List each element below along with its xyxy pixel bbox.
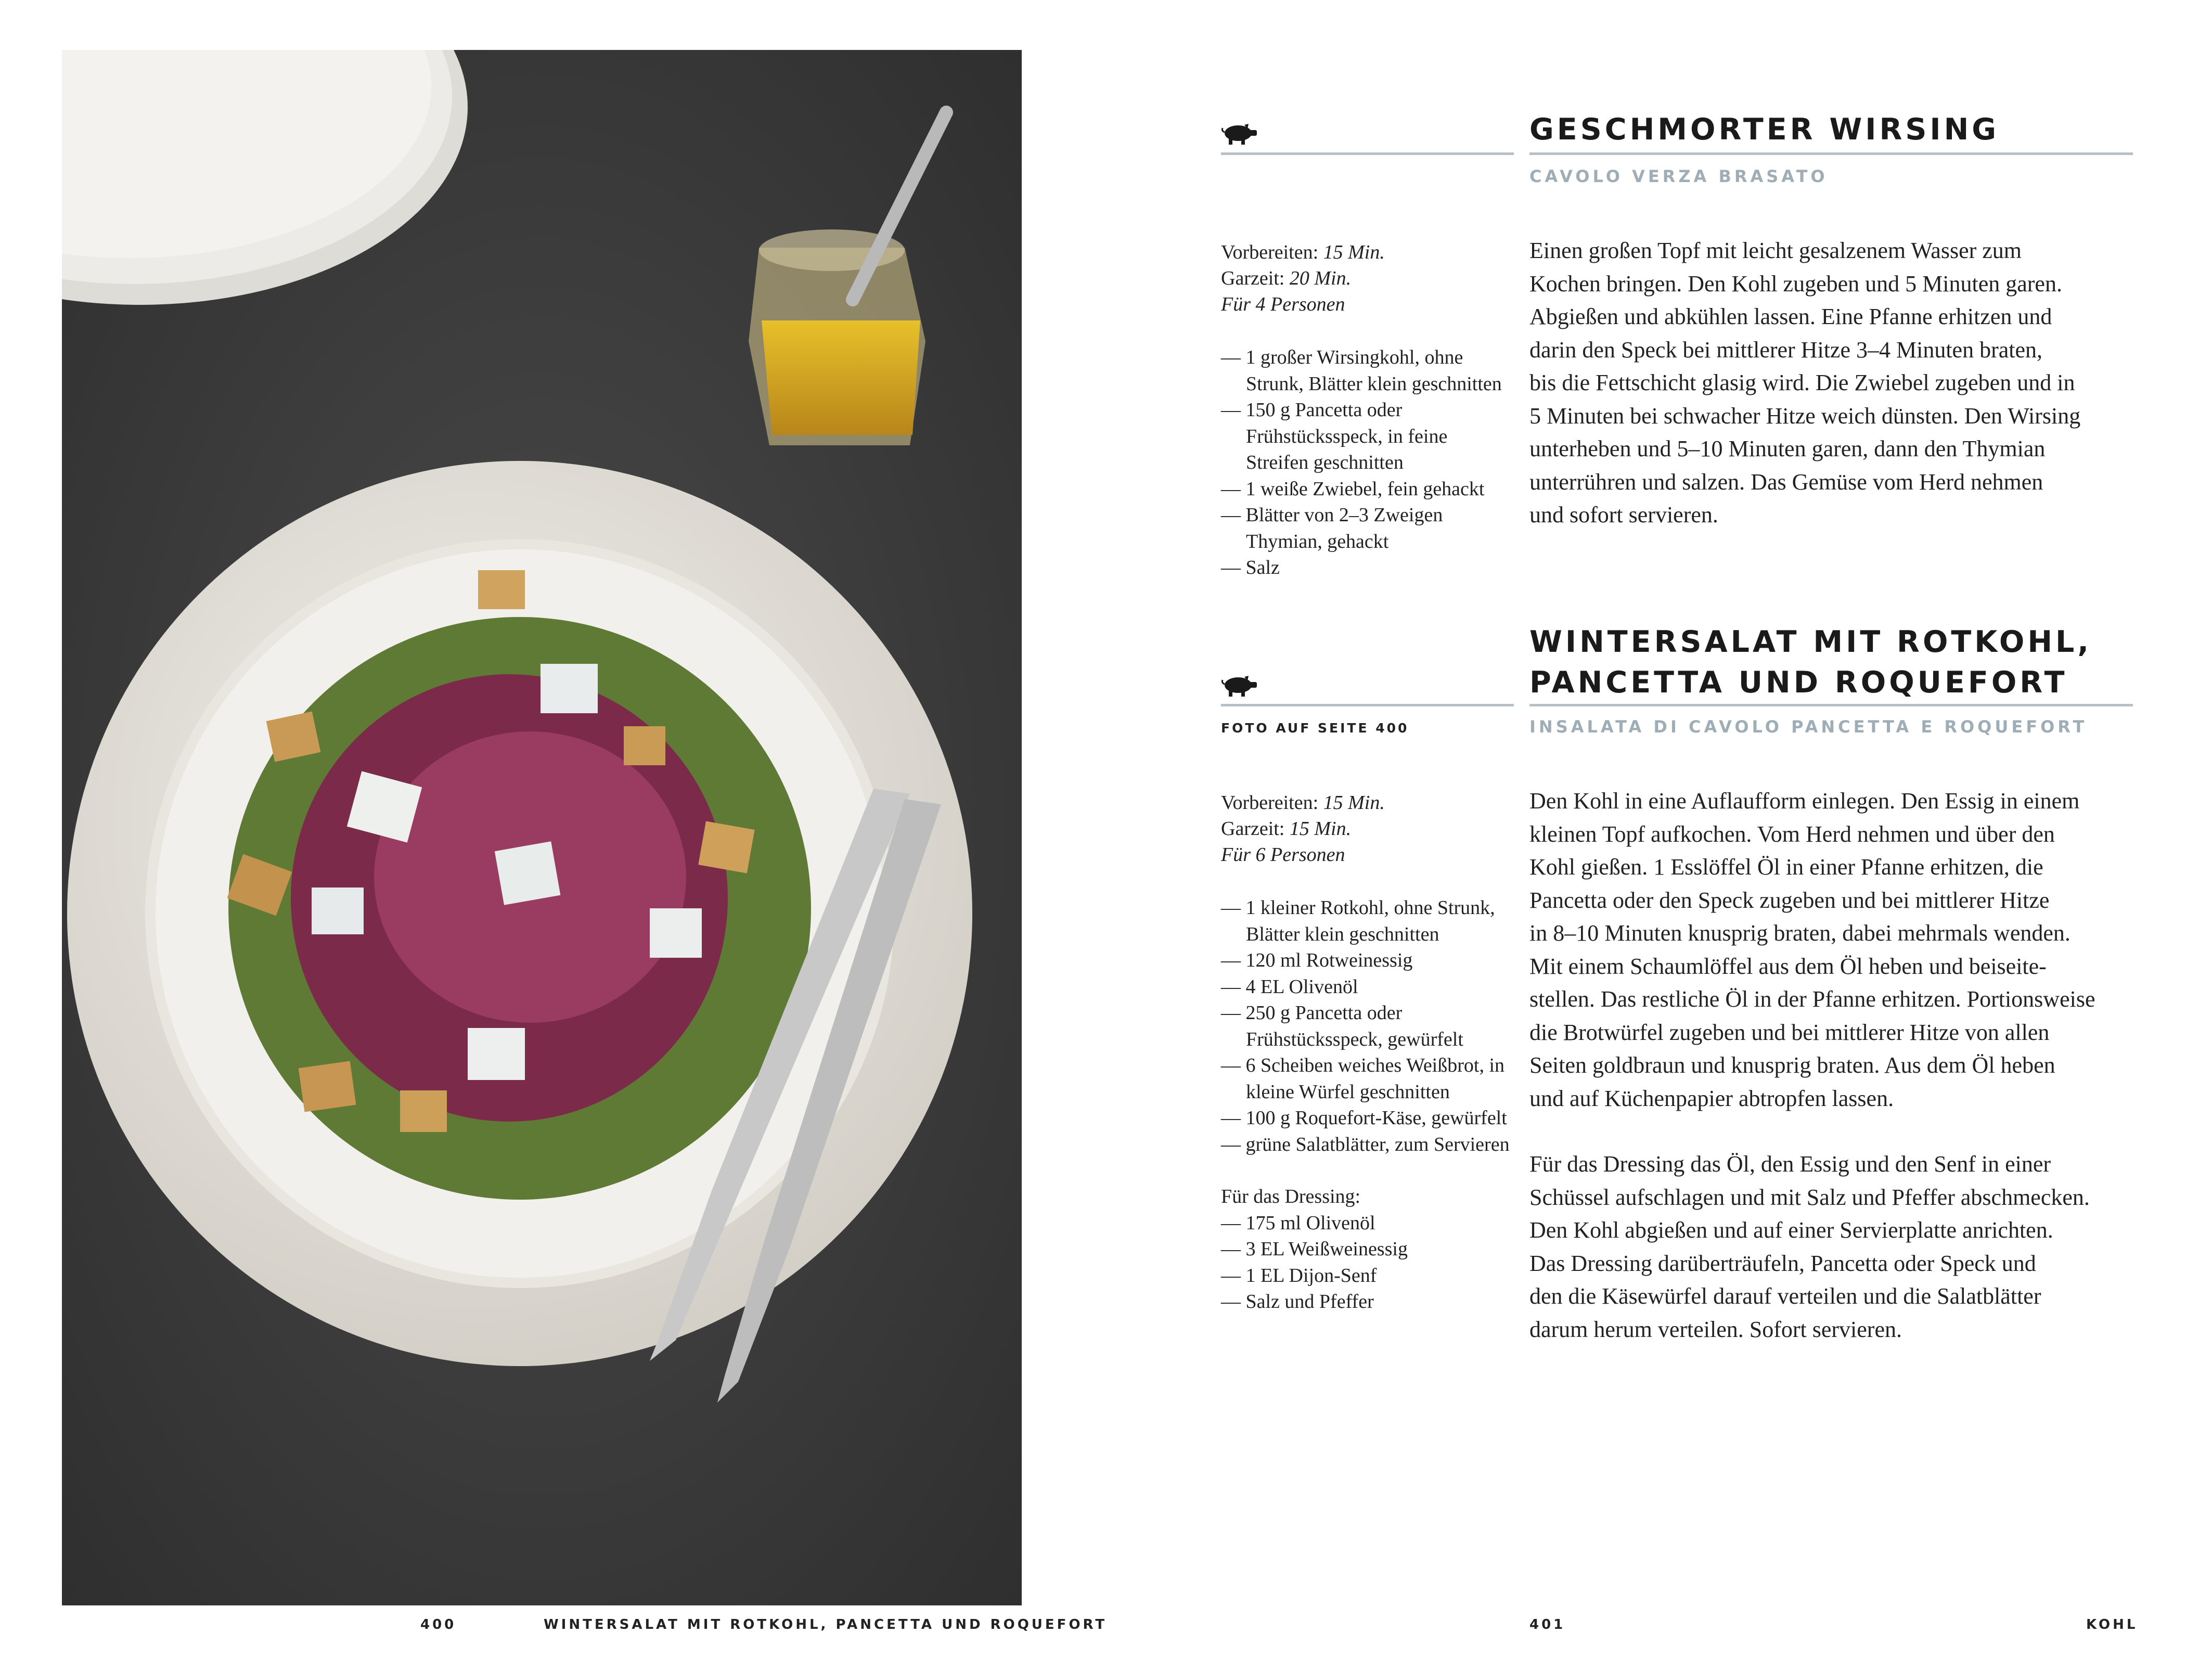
ingredient: — 150 g Pancetta oder Frühstücksspeck, in feine Streifen geschnitten [1221,399,1448,473]
method-line: Schüssel aufschlagen und mit Salz und Pfeffer abschmecken. [1529,1184,2090,1210]
photo-reference: FOTO AUF SEITE 400 [1221,721,1409,736]
dressing-ingredient: — Salz und Pfeffer [1221,1291,1374,1313]
dressing-ingredient: — 1 EL Dijon-Senf [1221,1264,1377,1287]
dressing-ingredient: — 3 EL Weißweinessig [1221,1238,1408,1260]
method-wirsing [1529,234,2133,532]
method-line: Kohl gießen. 1 Esslöffel Öl in einer Pfanne erhitzen, die [1529,854,2043,880]
method-line: Kochen bringen. Den Kohl zugeben und 5 Minuten garen. [1529,271,2062,297]
serves: Für 6 Personen [1221,844,1345,866]
method-line: Den Kohl in eine Auflaufform einlegen. Den Essig in einem [1529,788,2080,814]
recipe-subtitle-wintersalat: INSALATA DI CAVOLO PANCETTA E ROQUEFORT [1529,717,2088,737]
serves: Für 4 Personen [1221,293,1345,315]
method-line: bis die Fettschicht glasig wird. Die Zwiebel zugeben und in [1529,370,2075,395]
cook-label: Garzeit: [1221,267,1285,289]
method-line: unterheben und 5–10 Minuten garen, dann den Thymian [1529,436,2046,461]
method-line: Seiten goldbraun und knusprig braten. Aus dem Öl heben [1529,1052,2055,1078]
method-line: 5 Minuten bei schwacher Hitze weich dünsten. Den Wirsing [1529,403,2081,429]
method-line: die Brotwürfel zugeben und bei mittlerer Hitze von allen [1529,1019,2050,1045]
ingredient: — 1 weiße Zwiebel, fein gehackt [1221,478,1485,500]
cook-value: 15 Min. [1289,818,1352,840]
method-line: und auf Küchenpapier abtropfen lassen. [1529,1085,1894,1111]
recipe-title-line: WINTERSALAT MIT ROTKOHL, [1529,625,2092,659]
ingredient: — 120 ml Rotweinessig [1221,949,1413,971]
ingredient: — Blätter von 2–3 Zweigen Thymian, gehackt [1221,504,1443,552]
recipe-title-line: PANCETTA UND ROQUEFORT [1529,665,2068,700]
rule-left-2 [1221,704,1514,706]
method-line: und sofort servieren. [1529,502,1718,528]
salad-photo-illustration [62,50,1022,1605]
method-line: Einen großen Topf mit leicht gesalzenem Wasser zum [1529,238,2022,263]
running-title: WINTERSALAT MIT ROTKOHL, PANCETTA UND ROQUEFORT [544,1617,1108,1632]
ingredient-list-wintersalat [1221,895,1512,1315]
ingredient: — 100 g Roquefort-Käse, gewürfelt [1221,1107,1507,1129]
method-line: Mit einem Schaumlöffel aus dem Öl heben und beiseite- [1529,953,2047,979]
method-wintersalat [1529,785,2133,1346]
method-line: kleinen Topf aufkochen. Vom Herd nehmen und über den [1529,821,2055,847]
method-line: darum herum verteilen. Sofort servieren. [1529,1316,1902,1342]
ingredient-list-wirsing [1221,344,1512,581]
dressing-ingredient: — 175 ml Olivenöl [1221,1212,1375,1234]
recipe-meta-wirsing [1221,239,1385,317]
method-line: Abgießen und abkühlen lassen. Eine Pfanne erhitzen und [1529,304,2052,329]
ingredient: — 4 EL Olivenöl [1221,975,1358,998]
ingredient: — 1 großer Wirsingkohl, ohne Strunk, Blätter klein geschnitten [1221,346,1502,395]
recipe-meta-wintersalat [1221,790,1385,868]
pig-icon [1221,675,1258,698]
cook-label: Garzeit: [1221,818,1285,840]
recipe-title-line: GESCHMORTER WIRSING [1529,112,2000,147]
prep-value: 15 Min. [1323,241,1385,263]
method-line: stellen. Das restliche Öl in der Pfanne erhitzen. Portionsweise [1529,986,2095,1012]
method-line: Das Dressing darüberträufeln, Pancetta oder Speck und [1529,1250,2036,1276]
method-line: unterrühren und salzen. Das Gemüse vom Herd nehmen [1529,469,2043,495]
page-number-left: 400 [420,1617,457,1632]
ingredient: — grüne Salatblätter, zum Servieren [1221,1133,1510,1155]
ingredient: — 1 kleiner Rotkohl, ohne Strunk, Blätter klein geschnitten [1221,897,1495,945]
recipe-title-wirsing [1529,109,1999,150]
page-number-right: 401 [1529,1617,1566,1632]
salad-photo [62,50,1022,1605]
cook-value: 20 Min. [1289,267,1352,289]
recipe-title-wintersalat [1529,622,2092,703]
rule-left-1 [1221,152,1514,155]
prep-value: 15 Min. [1323,792,1385,814]
method-line: darin den Speck bei mittlerer Hitze 3–4 Minuten braten, [1529,337,2043,363]
ingredient: — Salz [1221,557,1280,578]
dressing-label: Für das Dressing: [1221,1186,1361,1207]
method-line: Pancetta oder den Speck zugeben und bei mittlerer Hitze [1529,887,2050,913]
prep-label: Vorbereiten: [1221,241,1319,263]
recipe-subtitle-wirsing: CAVOLO VERZA BRASATO [1529,166,1828,186]
section-label: KOHL [2086,1617,2138,1632]
ingredient: — 250 g Pancetta oder Frühstücksspeck, gewürfelt [1221,1002,1463,1050]
method-line: in 8–10 Minuten knusprig braten, dabei mehrmals wenden. [1529,920,2070,946]
rule-right-2 [1529,704,2133,706]
pig-icon [1221,123,1258,146]
method-line: Für das Dressing das Öl, den Essig und den Senf in einer [1529,1151,2051,1177]
ingredient: — 6 Scheiben weiches Weißbrot, in kleine Würfel geschnitten [1221,1054,1505,1103]
prep-label: Vorbereiten: [1221,792,1319,814]
rule-right-1 [1529,152,2133,155]
method-line: Den Kohl abgießen und auf einer Servierplatte anrichten. [1529,1217,2053,1243]
method-line: den die Käsewürfel darauf verteilen und die Salatblätter [1529,1283,2041,1309]
